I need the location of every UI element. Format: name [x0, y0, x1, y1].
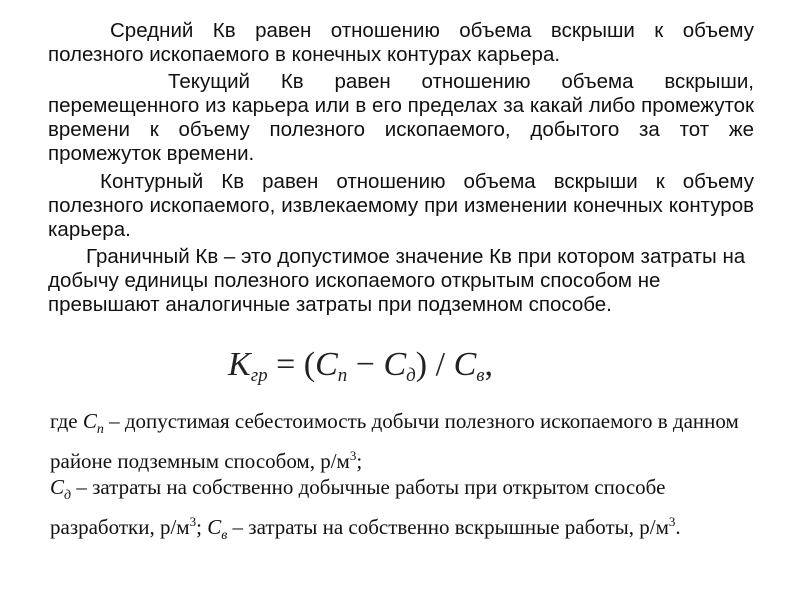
boundary-ratio-formula — [228, 346, 493, 387]
cp-sup: 3 — [349, 448, 357, 464]
formula-c3: C — [453, 346, 477, 383]
cv-sub: в — [221, 528, 228, 544]
paragraph-boundary-ratio: Граничный Кв – это допустимое значение Кв при котором затраты на добычу единицы полезного ископаемого открытым способом не превышают аналогичные затраты при подземном способе. — [48, 245, 746, 316]
cd-end: ; — [196, 515, 208, 540]
paragraph-average-ratio: Средний Кв равен отношению объема вскрыши к объему полезного ископаемого в конечных контурах карьера. — [48, 19, 754, 66]
cd-text: – затраты на собственно добычные работы при открытом способе разработки, р/м — [50, 475, 666, 540]
formula-c2: C — [383, 346, 407, 383]
formula-k-sub: гр — [250, 365, 268, 386]
paragraph-current-ratio: Текущий Кв равен отношению объема вскрыши, перемещенного из карьера или в его пределах за какай либо промежуток времени к объему полезного ископаемого, добытого за тот же промежуток времени. — [48, 70, 754, 165]
cp-end: ; — [356, 449, 363, 474]
cv-text: – затраты на собственно вскрышные работы, р/м — [227, 515, 669, 540]
cv-sup: 3 — [668, 514, 676, 530]
formula-c1: C — [315, 346, 338, 383]
formula-minus: − — [347, 346, 384, 383]
cd-sup: 3 — [189, 514, 197, 530]
formula-k: K — [228, 346, 251, 383]
formula-equals-open: = ( — [267, 346, 316, 383]
formula-c2-sub: д — [406, 365, 416, 386]
cp-text: – допустимая себестоимость добычи полезного ископаемого в данном районе подземным способом, р/м — [50, 409, 739, 474]
cv-symbol: С — [207, 515, 222, 540]
cv-end: . — [675, 515, 681, 540]
formula-close-div: ) / — [415, 346, 454, 383]
formula-end: , — [484, 346, 494, 383]
paragraph-contour-ratio: Контурный Кв равен отношению объема вскрыши к объему полезного ископаемого, извлекаемому при изменении конечных контуров карьера. — [48, 170, 754, 241]
cp-sub: п — [96, 422, 104, 438]
formula-c3-sub: в — [476, 365, 485, 386]
variable-definitions — [50, 408, 756, 550]
formula-c1-sub: п — [337, 365, 348, 386]
cp-symbol: С — [82, 409, 97, 433]
where-intro: где — [50, 409, 83, 433]
cd-symbol: С — [50, 475, 65, 500]
cd-sub: д — [64, 488, 72, 504]
